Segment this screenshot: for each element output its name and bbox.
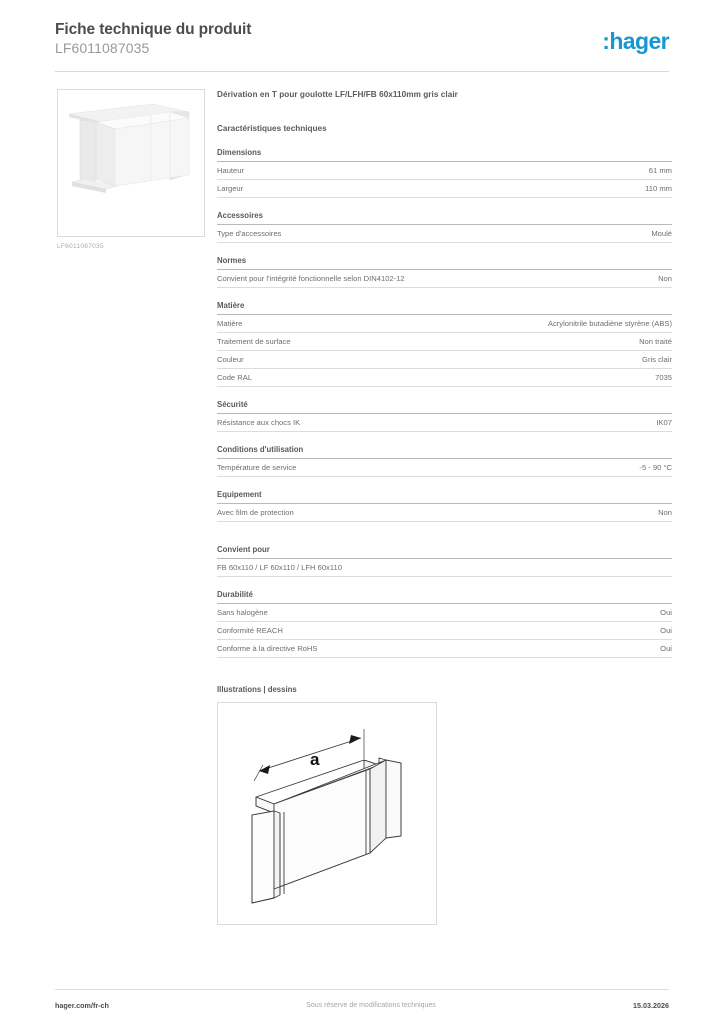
spec-row [217, 640, 672, 658]
spec-row [217, 414, 672, 432]
product-photo [57, 89, 205, 237]
spec-value: Moulé [651, 228, 672, 238]
technical-drawing-image [218, 703, 436, 924]
spec-row [217, 622, 672, 640]
spec-group-heading: Conditions d'utilisation [217, 444, 672, 459]
footer-divider [55, 989, 669, 990]
spec-label: Température de service [217, 462, 297, 472]
spec-group [217, 147, 672, 198]
spec-group [217, 544, 672, 577]
spec-group [217, 489, 672, 522]
product-photo-caption: LF6011087035 [57, 243, 104, 250]
spec-label: Avec film de protection [217, 507, 294, 517]
spec-group [217, 589, 672, 658]
spec-label: Sans halogène [217, 607, 268, 617]
spec-label: Conforme à la directive RoHS [217, 643, 318, 653]
spec-value: Gris clair [642, 354, 672, 364]
spec-value: Non traité [639, 336, 672, 346]
product-photo-image [58, 90, 204, 236]
spec-group [217, 255, 672, 288]
illustrations-title: Illustrations | dessins [217, 685, 297, 694]
spec-value: Non [658, 273, 672, 283]
spec-row [217, 351, 672, 369]
spec-value: Oui [660, 625, 672, 635]
spec-value: -5 - 90 °C [639, 462, 672, 472]
header-divider [55, 71, 669, 72]
spec-group [217, 210, 672, 243]
spec-value: Oui [660, 607, 672, 617]
spec-value: Non [658, 507, 672, 517]
spec-label: Résistance aux chocs IK [217, 417, 301, 427]
spec-row [217, 225, 672, 243]
spec-label: Largeur [217, 183, 244, 193]
footer-website[interactable]: hager.com/fr-ch [55, 1000, 109, 1010]
spec-value: Acrylonitrile butadiène styrène (ABS) [547, 318, 672, 328]
main-content [217, 89, 672, 925]
spec-group-heading: Matière [217, 300, 672, 315]
spec-value: 110 mm [645, 183, 672, 193]
technical-drawing [217, 702, 437, 925]
spec-row [217, 459, 672, 477]
spec-group-heading: Dimensions [217, 147, 672, 162]
spec-group-heading: Accessoires [217, 210, 672, 225]
spec-label: Couleur [217, 354, 244, 364]
spec-label: Code RAL [217, 372, 253, 382]
spec-group-heading: Sécurité [217, 399, 672, 414]
spec-group-heading: Convient pour [217, 544, 672, 559]
spec-label: Conformité REACH [217, 625, 283, 635]
spec-value: 7035 [655, 372, 672, 382]
product-reference: LF6011087035 [55, 40, 150, 56]
page-header [55, 20, 669, 70]
spec-group [217, 444, 672, 477]
spec-value: Oui [660, 643, 672, 653]
spec-row [217, 333, 672, 351]
spec-value: 61 mm [648, 165, 672, 175]
spec-group [217, 300, 672, 387]
spec-row [217, 180, 672, 198]
spec-value: IK07 [656, 417, 672, 427]
spec-row [217, 369, 672, 387]
footer-disclaimer: Sous réserve de modifications techniques [306, 1001, 436, 1009]
spec-row [217, 504, 672, 522]
spec-row [217, 604, 672, 622]
hager-logo: :hager [602, 28, 669, 54]
page-footer [55, 998, 669, 1012]
spec-label: Convient pour l'intégrité fonctionnelle selon DIN4102-12 [217, 273, 405, 283]
spec-label: FB 60x110 / LF 60x110 / LFH 60x110 [217, 562, 342, 572]
spec-label: Matière [217, 318, 243, 328]
footer-date: 15.03.2026 [633, 1000, 669, 1010]
spec-group-heading: Equipement [217, 489, 672, 504]
spec-row [217, 162, 672, 180]
drawing-dimension-label: a [310, 750, 320, 769]
spec-group [217, 399, 672, 432]
product-name: Dérivation en T pour goulotte LF/LFH/FB 60x110mm gris clair [217, 90, 458, 99]
specification-groups [217, 147, 672, 658]
spec-group-heading: Normes [217, 255, 672, 270]
spec-label: Hauteur [217, 165, 245, 175]
specifications-title: Caractéristiques techniques [217, 124, 327, 133]
spec-row [217, 559, 672, 577]
spec-label: Type d'accessoires [217, 228, 282, 238]
spec-group-heading: Durabilité [217, 589, 672, 604]
page-title: Fiche technique du produit [55, 21, 252, 38]
spec-label: Traitement de surface [217, 336, 291, 346]
spec-row [217, 315, 672, 333]
spec-row [217, 270, 672, 288]
